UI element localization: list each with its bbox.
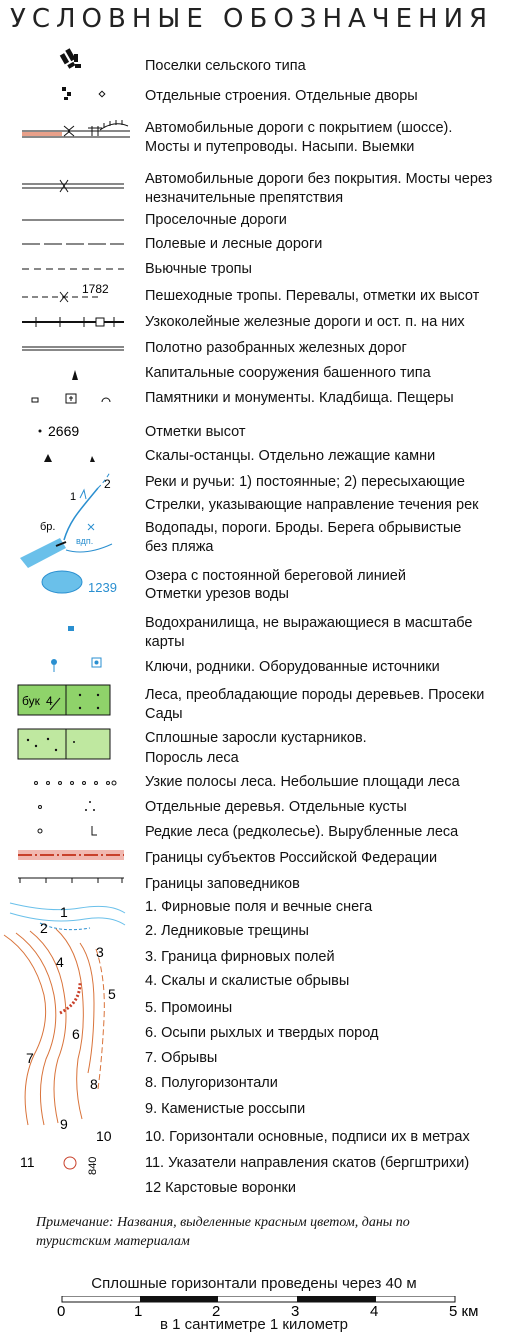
scale-caption: в 1 сантиметре 1 километр (160, 1316, 348, 1333)
legend-text-water-levels: Отметки урезов воды (145, 586, 289, 602)
rock-outcrop-icon (44, 454, 95, 462)
relief-item: 6. Осыпи рыхлых и твердых пород (145, 1025, 379, 1041)
contour-interval-note: Сплошные горизонтали проведены через 40 м (91, 1275, 417, 1292)
svg-text:2669: 2669 (48, 423, 80, 439)
relief-item: 3. Граница фирновых полей (145, 949, 335, 965)
legend-text-young-forest: Поросль леса (145, 750, 239, 766)
scale-tick-label: 1 (134, 1303, 143, 1318)
shrub-icon (18, 729, 110, 759)
legend-text-shrubs: Сплошные заросли кустарников. (145, 730, 367, 746)
tower-icon (72, 370, 78, 380)
legend-text-sparse-forest: Редкие леса (редколесье). Вырубленные леса (145, 824, 459, 840)
legend-text-federation-border: Границы субъектов Российской Федерации (145, 850, 438, 866)
paved-road-icon (22, 120, 130, 137)
unpaved-road-icon (22, 180, 124, 192)
symbols-column (0, 40, 140, 940)
scale-tick-label: 5 км (449, 1303, 479, 1318)
svg-text:7: 7 (26, 1050, 34, 1066)
dismantled-railway-icon (22, 347, 124, 350)
svg-text:4: 4 (46, 694, 53, 708)
relief-map-illustration (0, 893, 135, 1203)
legend-text-tower: Капитальные сооружения башенного типа (145, 365, 431, 381)
svg-text:вдп.: вдп. (76, 536, 94, 546)
svg-text:11: 11 (20, 1154, 35, 1170)
legend-text-reserve-border: Границы заповедников (145, 876, 300, 892)
single-tree-icon (39, 801, 96, 811)
svg-text:бр.: бр. (40, 521, 56, 533)
svg-text:1782: 1782 (82, 282, 109, 296)
legend-text-springs: Ключи, родники. Оборудованные источники (145, 659, 440, 675)
relief-item: 5. Промоины (145, 1000, 233, 1016)
spot-height-icon (39, 423, 80, 439)
footpath-icon (22, 282, 109, 302)
relief-item: 2. Ледниковые трещины (145, 923, 309, 939)
narrow-gauge-icon (22, 317, 124, 327)
spring-icon (51, 658, 101, 672)
scale-tick-label: 4 (370, 1303, 379, 1318)
sparse-forest-icon (38, 826, 97, 835)
scale-tick-label: 0 (57, 1303, 66, 1318)
relief-item: 9. Каменистые россыпи (145, 1101, 306, 1117)
legend-text-rivers: Реки и ручьи: 1) постоянные; 2) пересыхающие (145, 474, 465, 490)
legend-text-paved-road: Автомобильные дороги с покрытием (шоссе). Мосты и путепроводы. Насыпи. Выемки (145, 120, 453, 155)
legend-text-field-road: Полевые и лесные дороги (145, 236, 323, 252)
forest-icon (18, 685, 110, 715)
legend-text-river-arrows: Стрелки, указывающие направление течения рек (145, 497, 479, 513)
scale-tick-label: 3 (291, 1303, 300, 1318)
legend-text-rock-outcrops: Скалы-останцы. Отдельно лежащие камни (145, 448, 436, 464)
legend-text-spot-heights: Отметки высот (145, 424, 246, 440)
legend-text-pack-trail: Вьючные тропы (145, 261, 252, 277)
legend-text-forests: Леса, преобладающие породы деревьев. Просеки (145, 687, 485, 703)
legend-text-unpaved-road: Автомобильные дороги без покрытия. Мосты через незначительные препятствия (145, 171, 493, 206)
svg-text:4: 4 (56, 954, 64, 970)
svg-text:5: 5 (108, 986, 116, 1002)
svg-text:2: 2 (40, 920, 48, 936)
relief-item: 10. Горизонтали основные, подписи их в метрах (145, 1129, 470, 1145)
svg-text:бук: бук (22, 694, 40, 708)
svg-text:840: 840 (87, 1156, 99, 1175)
svg-text:1239: 1239 (88, 580, 117, 595)
legend-text-buildings: Отдельные строения. Отдельные дворы (145, 88, 418, 104)
river-icon (20, 472, 112, 568)
svg-text:3: 3 (96, 944, 104, 960)
relief-item: 4. Скалы и скалистые обрывы (145, 973, 350, 989)
relief-item: 12 Карстовые воронки (145, 1180, 296, 1196)
legend-text-gardens: Сады (145, 706, 183, 722)
legend-text-narrow-gauge: Узкоколейные железные дороги и ост. п. на них (145, 314, 465, 330)
svg-text:1: 1 (70, 491, 77, 503)
note-text: Примечание: Названия, выделенные красным цветом, даны по туристским материалам (36, 1215, 410, 1249)
legend-text-country-road: Проселочные дороги (145, 212, 287, 228)
reservoir-icon (68, 626, 74, 631)
relief-item: 11. Указатели направления скатов (бергштрихи) (145, 1155, 470, 1171)
relief-item: 8. Полугоризонтали (145, 1075, 278, 1091)
svg-text:9: 9 (60, 1116, 68, 1132)
buildings-icon (62, 87, 105, 100)
svg-text:1: 1 (60, 904, 68, 920)
legend-text-footpath: Пешеходные тропы. Перевалы, отметки их высот (145, 288, 480, 304)
forest-strip-icon (35, 781, 117, 785)
relief-item: 1. Фирновые поля и вечные снега (145, 899, 373, 915)
scale-tick-label: 2 (212, 1303, 221, 1318)
reserve-border-icon (18, 878, 124, 883)
svg-text:6: 6 (72, 1026, 80, 1042)
legend-text-single-trees: Отдельные деревья. Отдельные кусты (145, 799, 407, 815)
legend-text-dismantled-railway: Полотно разобранных железных дорог (145, 340, 407, 356)
legend-text-lakes: Озера с постоянной береговой линией (145, 568, 406, 584)
settlement-icon (60, 48, 81, 68)
svg-text:2: 2 (104, 477, 111, 491)
lake-icon (42, 571, 117, 595)
relief-item: 7. Обрывы (145, 1050, 218, 1066)
scale-bar (0, 1296, 508, 1318)
svg-text:8: 8 (90, 1076, 98, 1092)
legend-text-waterfalls: Водопады, пороги. Броды. Берега обрывистые без пляжа (145, 520, 462, 555)
legend-text-forest-strips: Узкие полосы леса. Небольшие площади леса (145, 774, 460, 790)
federation-border-icon (18, 850, 124, 860)
legend-text-reservoirs: Водохранилища, не выражающиеся в масштабе карты (145, 615, 473, 650)
legend-text-monuments: Памятники и монументы. Кладбища. Пещеры (145, 390, 454, 406)
page-title: УСЛОВНЫЕ ОБОЗНАЧЕНИЯ (10, 4, 494, 34)
legend-text-settlements: Поселки сельского типа (145, 58, 306, 74)
monument-icon (32, 394, 110, 403)
svg-text:10: 10 (96, 1128, 112, 1144)
